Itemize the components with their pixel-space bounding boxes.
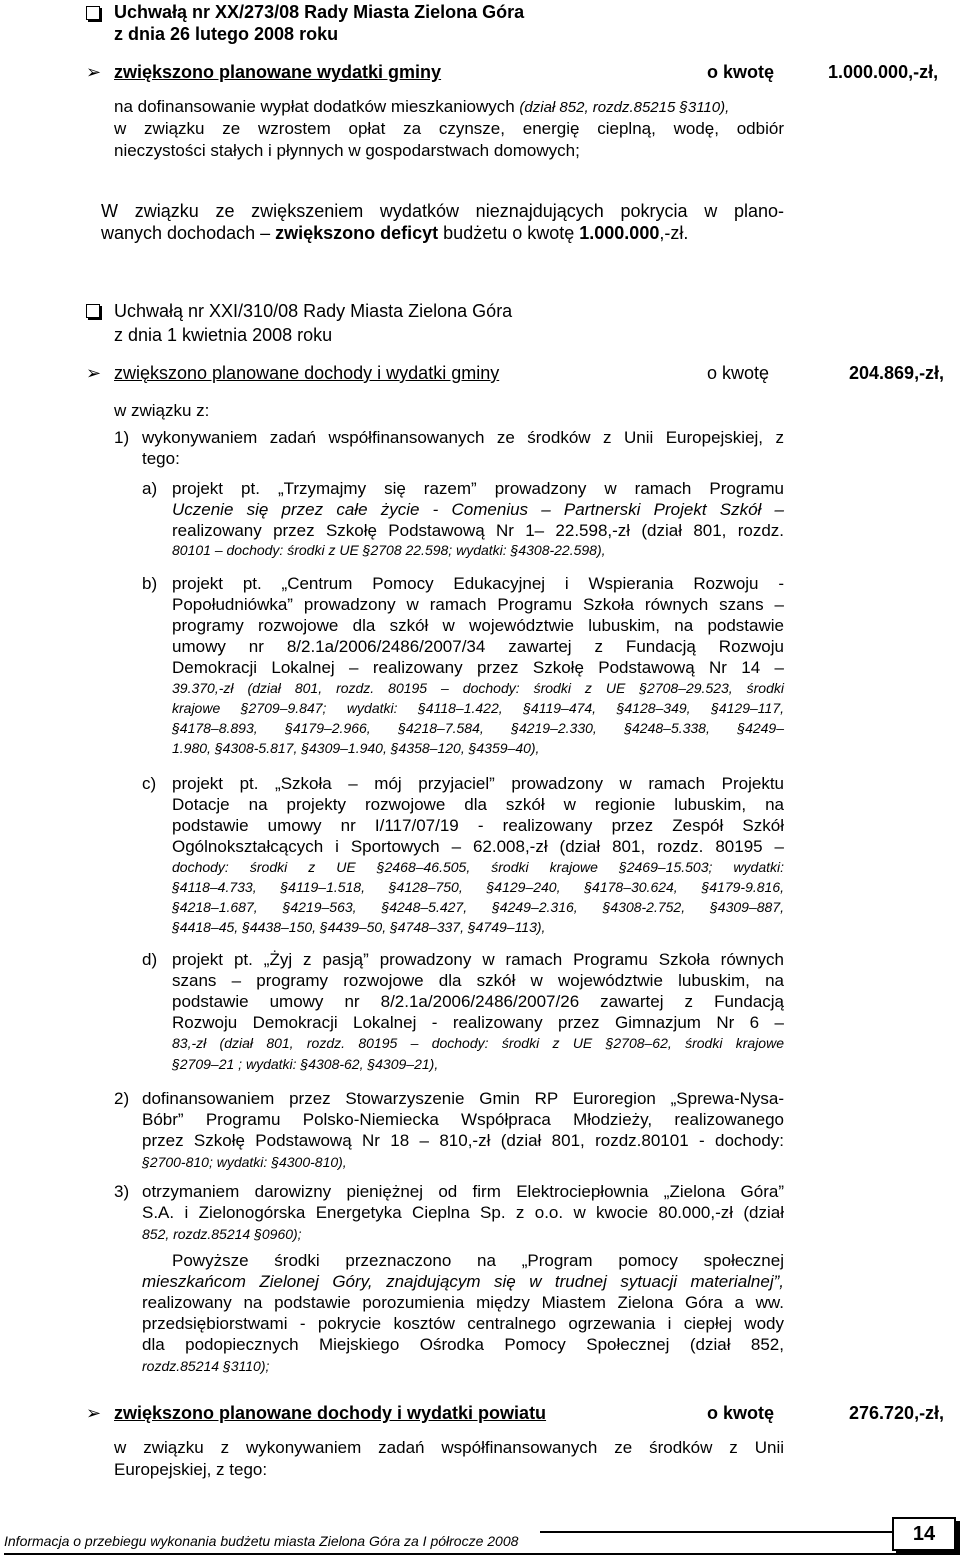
sublist-text: 80101 – dochody: środki z UE §2708 22.598; wydatki: §4308-22.598),	[172, 542, 606, 558]
paragraph-line: realizowany na podstawie porozumienia między Miastem Zielona Góra a ww.	[142, 1293, 784, 1312]
paragraph-line: Europejskiej, z tego:	[114, 1460, 268, 1479]
item-okwote: o kwotę	[707, 363, 770, 383]
item-okwote: o kwotę	[707, 1403, 775, 1423]
footer-rule	[4, 1553, 952, 1555]
item-amount: 204.869,-zł,	[849, 363, 945, 383]
sublist-text: projekt pt. „Centrum Pomocy Edukacyjnej i Wspierania Rozwoju -	[172, 574, 784, 593]
sublist-text: szans – programy rozwojowe dla szkół w województwie lubuskim, na	[172, 971, 784, 990]
list-text: S.A. i Zielonogórska Energetyka Cieplna Sp. z o.o. w kwocie 80.000,-zł (dział	[142, 1203, 784, 1222]
list-text: dofinansowaniem przez Stowarzyszenie Gmin RP Euroregion „Sprewa-Nysa-	[142, 1089, 784, 1108]
sublist-text: 39.370,-zł (dział 801, rozdz. 80195 – dochody: środki z UE §2708–29.523, środki	[172, 680, 784, 696]
sublist-text: podstawie umowy nr 8/2.1a/2006/2486/2007/26 zawartej z Fundacją	[172, 992, 784, 1011]
resolution-title-2: Uchwałą nr XXI/310/08 Rady Miasta Zielona Góra	[114, 301, 513, 321]
list-number: 3)	[114, 1182, 130, 1201]
paragraph-line: nieczystości stałych i płynnych w gospodarstwach domowych;	[114, 141, 580, 160]
sublist-text: 83,-zł (dział 801, rozdz. 80195 – dochody: środki z UE §2708–62, środki krajowe	[172, 1035, 784, 1051]
sublist-text: Demokracji Lokalnej – realizowany przez Szkołę Podstawową Nr 14 –	[172, 658, 784, 677]
page-number: 14	[892, 1517, 956, 1551]
paragraph-line: mieszkańcom Zielonej Góry, znajdującym się w trudnej sytuacji materialnej”,	[142, 1272, 784, 1291]
sublist-label: a)	[142, 479, 158, 498]
list-text: otrzymaniem darowizny pieniężnej od firm Elektrociepłownia „Zielona Góra”	[142, 1182, 784, 1201]
sublist-text: Dotacje na projekty rozwojowe dla szkół w regionie lubuskim, na	[172, 795, 784, 814]
item-label: zwiększono planowane dochody i wydatki powiatu	[114, 1403, 547, 1423]
item-amount: 276.720,-zł,	[849, 1403, 945, 1423]
sublist-text: Rozwoju Demokracji Lokalnej - realizowany przez Gimnazjum Nr 6 –	[172, 1013, 784, 1032]
sublist-text: projekt pt. „Szkoła – mój przyjaciel” prowadzony w ramach Projektu	[172, 774, 784, 793]
paragraph-line: przedsiębiorstwami - pokrycie kosztów centralnego ogrzewania i ciepłej wody	[142, 1314, 784, 1333]
sublist-text: §4418–45, §4438–150, §4439–50, §4748–337, §4749–113),	[172, 919, 546, 935]
item-label: zwiększono planowane wydatki gminy	[114, 62, 442, 82]
sublist-text: programy rozwojowe dla szkół w województwie lubuskim, na podstawie	[172, 616, 784, 635]
sublist-text: §4178–8.893, §4179–2.966, §4218–7.584, §4219–2.330, §4248–5.338, §4249–	[172, 720, 784, 736]
list-text: Bóbr” Programu Polsko-Niemiecka Współpraca Młodzieży, realizowanego	[142, 1110, 784, 1129]
paragraph-line: na dofinansowanie wypłat dodatków mieszkaniowych (dział 852, rozdz.85215 §3110),	[114, 97, 730, 116]
item-label: zwiększono planowane dochody i wydatki gminy	[114, 363, 500, 383]
arrow-bullet-icon: ➢	[86, 62, 102, 82]
resolution-title-1: Uchwałą nr XX/273/08 Rady Miasta Zielona Góra	[114, 2, 525, 22]
list-text: §2700-810; wydatki: §4300-810),	[142, 1154, 347, 1170]
sublist-text: projekt pt. „Trzymajmy się razem” prowadzony w ramach Programu	[172, 479, 784, 498]
list-number: 2)	[114, 1089, 130, 1108]
resolution-date-1: z dnia 26 lutego 2008 roku	[114, 24, 339, 44]
paragraph-line: w związku ze wzrostem opłat za czynsze, energię cieplną, wodę, odbiór	[114, 119, 784, 138]
item-okwote: o kwotę	[707, 62, 775, 82]
item-amount: 1.000.000,-zł,	[828, 62, 939, 82]
sublist-text: projekt pt. „Żyj z pasją” prowadzony w ramach Programu Szkoła równych	[172, 950, 784, 969]
paragraph-line: dla podopiecznych Miejskiego Ośrodka Pomocy Społecznej (dział 852,	[142, 1335, 784, 1354]
checkbox-bullet-icon	[86, 6, 100, 20]
sublist-text: Popołudniówka” prowadzony w ramach Programu Szkoła równych szans –	[172, 595, 784, 614]
sublist-text: §4118–4.733, §4119–1.518, §4128–750, §4129–240, §4178–30.624, §4179-9.816,	[172, 879, 784, 895]
sublist-label: c)	[142, 774, 157, 793]
deficit-line: wanych dochodach – zwiększono deficyt budżetu o kwotę 1.000.000,-zł.	[101, 223, 689, 243]
arrow-bullet-icon: ➢	[86, 363, 102, 383]
resolution-date-2: z dnia 1 kwietnia 2008 roku	[114, 325, 333, 345]
sublist-text: §2709–21 ; wydatki: §4308-62, §4309–21),	[172, 1056, 439, 1072]
paragraph-line: w związku z wykonywaniem zadań współfinansowanych ze środków z Unii	[114, 1438, 784, 1457]
checkbox-bullet-icon	[86, 304, 100, 318]
paragraph-line: w związku z:	[114, 401, 210, 420]
sublist-label: d)	[142, 950, 158, 969]
paragraph-line: rozdz.85214 §3110);	[142, 1358, 270, 1374]
arrow-bullet-icon: ➢	[86, 1403, 102, 1423]
footer-rule	[540, 1531, 892, 1533]
deficit-line: W związku ze zwiększeniem wydatków nieznajdujących pokrycia w plano-	[101, 201, 784, 221]
list-text: tego:	[142, 449, 180, 468]
sublist-text: §4218–1.687, §4219–563, §4248–5.427, §4249–2.316, §4308-2.752, §4309–887,	[172, 899, 784, 915]
sublist-text: 1.980, §4308-5.817, §4309–1.940, §4358–120, §4359–40),	[172, 740, 540, 756]
list-text: 852, rozdz.85214 §0960);	[142, 1226, 302, 1242]
sublist-text: umowy nr 8/2.1a/2006/2486/2007/34 zawartej z Fundacją Rozwoju	[172, 637, 784, 656]
list-text: wykonywaniem zadań współfinansowanych ze środków z Unii Europejskiej, z	[142, 428, 784, 447]
list-text: przez Szkołę Podstawową Nr 18 – 810,-zł (dział 801, rozdz.80101 - dochody:	[142, 1131, 784, 1150]
paragraph-line: Powyższe środki przeznaczono na „Program pomocy społecznej	[172, 1251, 784, 1270]
sublist-text: realizowany przez Szkołę Podstawową Nr 1– 22.598,-zł (dział 801, rozdz.	[172, 521, 784, 540]
footer-text: Informacja o przebiegu wykonania budżetu miasta Zielona Góra za I półrocze 2008	[4, 1533, 519, 1549]
sublist-text: krajowe §2709–9.847; wydatki: §4118–1.422, §4119–474, §4128–349, §4129–117,	[172, 700, 784, 716]
sublist-text: Uczenie się przez całe życie - Comenius – Partnerski Projekt Szkół –	[172, 500, 784, 519]
sublist-label: b)	[142, 574, 158, 593]
list-number: 1)	[114, 428, 130, 447]
sublist-text: dochody: środki z UE §2468–46.505, środki krajowe §2469–15.503; wydatki:	[172, 859, 784, 875]
sublist-text: Ogólnokształcących i Sportowych – 62.008,-zł (dział 801, rozdz. 80195 –	[172, 837, 784, 856]
sublist-text: podstawie umowy nr I/117/07/19 - realizowany przez Zespół Szkół	[172, 816, 784, 835]
